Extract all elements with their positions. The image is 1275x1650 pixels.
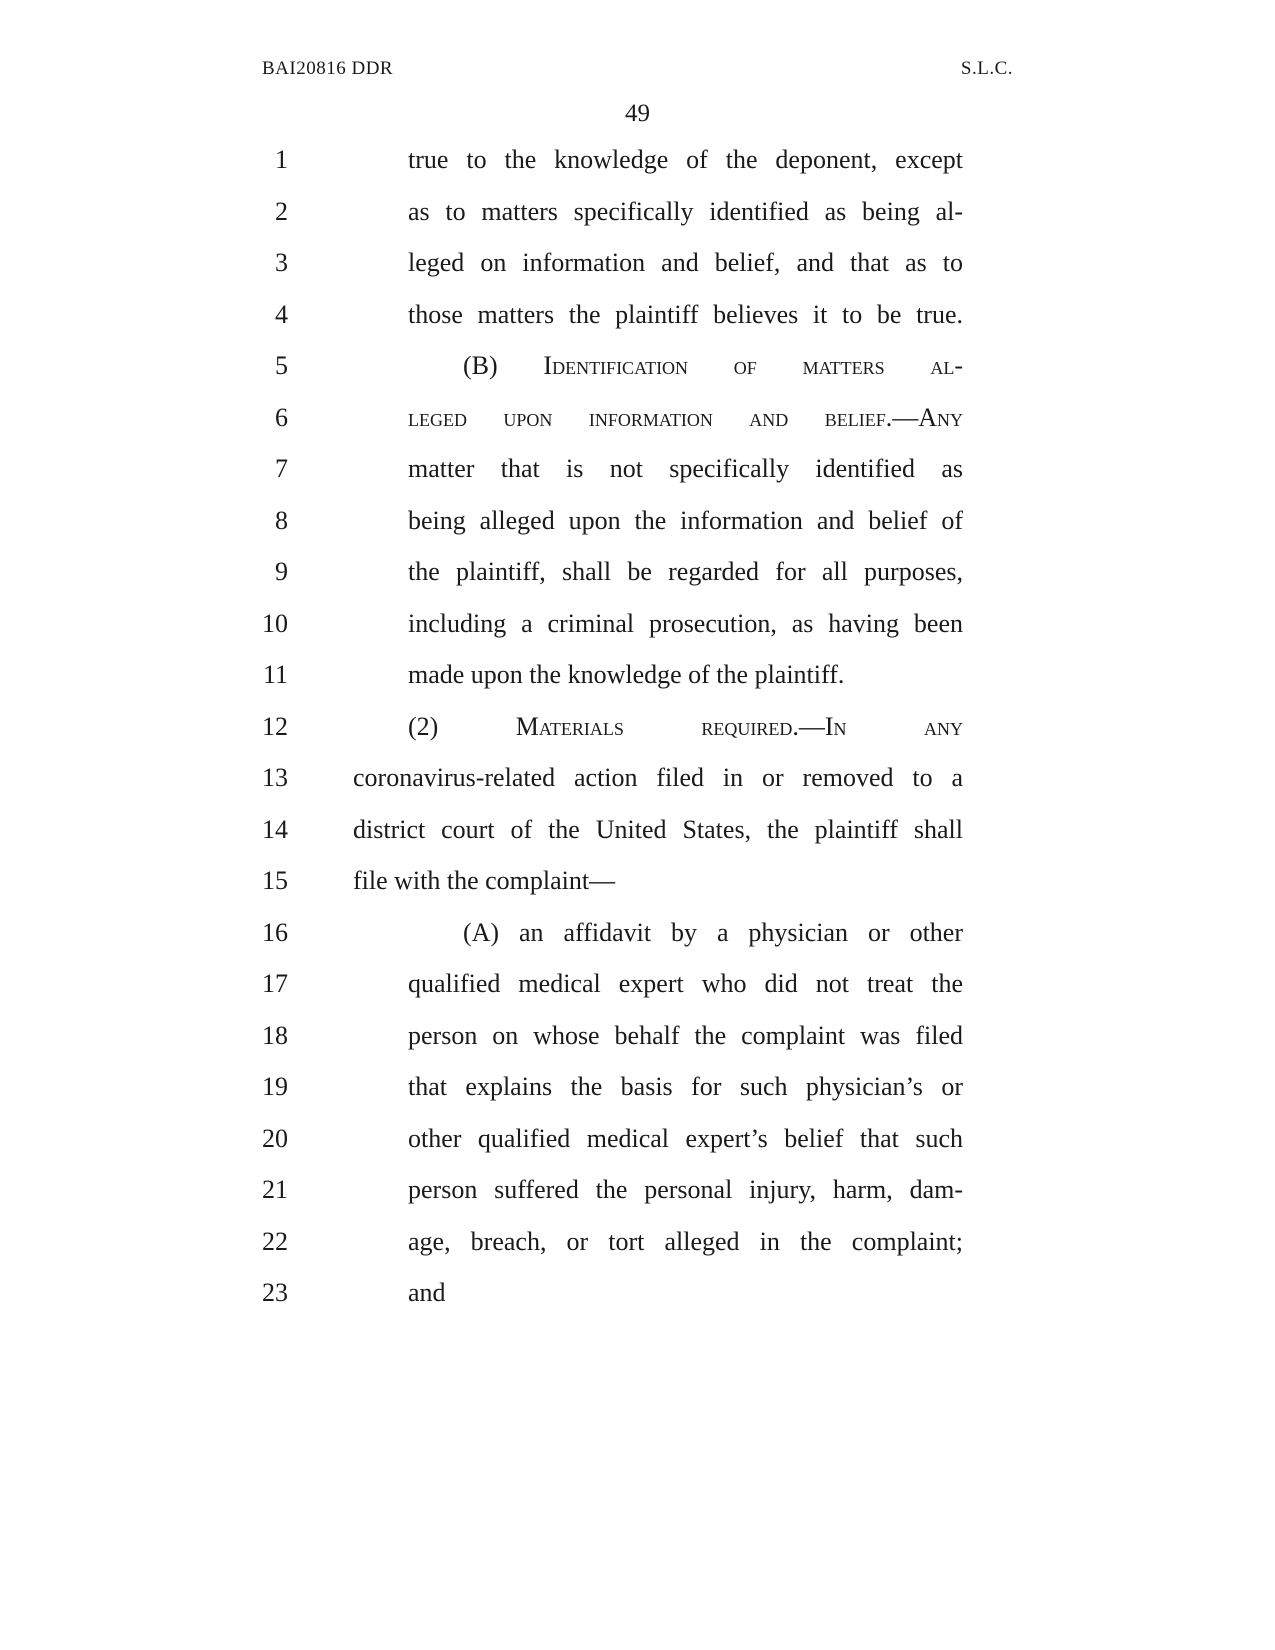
line-text: district court of the United States, the plaintiff shall bbox=[353, 814, 963, 844]
text-line bbox=[0, 243, 1275, 283]
line-text: (A) an affidavit by a physician or other bbox=[463, 917, 963, 947]
line-number: 14 bbox=[262, 814, 288, 844]
line-number: 19 bbox=[262, 1072, 288, 1101]
text-line bbox=[0, 655, 1275, 695]
line-text: matter that is not specifically identified as bbox=[408, 454, 963, 483]
text-line bbox=[0, 140, 1275, 180]
text-line bbox=[0, 707, 1275, 747]
line-number: 5 bbox=[275, 351, 288, 380]
line-text: file with the complaint— bbox=[353, 866, 616, 895]
line-text: that explains the basis for such physician’s or bbox=[408, 1072, 963, 1101]
page-number: 49 bbox=[625, 100, 650, 127]
text-line bbox=[0, 192, 1275, 232]
line-number: 20 bbox=[262, 1123, 288, 1153]
text-line bbox=[0, 1170, 1275, 1210]
line-text: true to the knowledge of the deponent, except bbox=[408, 145, 963, 174]
line-text: person on whose behalf the complaint was filed bbox=[408, 1020, 963, 1050]
text-line bbox=[0, 1222, 1275, 1262]
line-number: 23 bbox=[262, 1278, 288, 1307]
line-number: 17 bbox=[262, 969, 288, 998]
line-text: leged upon information and belief.—Any bbox=[408, 402, 963, 432]
text-line bbox=[0, 295, 1275, 335]
text-line bbox=[0, 913, 1275, 953]
line-number: 4 bbox=[275, 299, 288, 329]
line-number: 9 bbox=[275, 557, 288, 586]
line-number: 3 bbox=[275, 248, 288, 277]
line-number: 1 bbox=[275, 145, 288, 174]
line-number: 2 bbox=[275, 196, 288, 226]
line-text: (2) Materials required.—In any bbox=[408, 711, 963, 741]
line-text: and bbox=[408, 1278, 446, 1307]
line-text: including a criminal prosecution, as having been bbox=[408, 608, 963, 638]
line-text: those matters the plaintiff believes it to be true. bbox=[408, 299, 963, 329]
line-text: leged on information and belief, and that as to bbox=[408, 248, 963, 277]
line-text: the plaintiff, shall be regarded for all purposes, bbox=[408, 557, 963, 586]
text-line bbox=[0, 552, 1275, 592]
line-number: 22 bbox=[262, 1226, 288, 1256]
text-line bbox=[0, 501, 1275, 541]
text-line bbox=[0, 1016, 1275, 1056]
text-line bbox=[0, 964, 1275, 1004]
line-number: 12 bbox=[262, 711, 288, 741]
line-text: person suffered the personal injury, harm, dam- bbox=[408, 1175, 963, 1204]
text-line bbox=[0, 810, 1275, 850]
text-line bbox=[0, 449, 1275, 489]
text-line bbox=[0, 758, 1275, 798]
text-line bbox=[0, 1273, 1275, 1313]
header-office: S.L.C. bbox=[960, 58, 1013, 79]
line-number: 21 bbox=[262, 1175, 288, 1204]
line-number: 18 bbox=[262, 1020, 288, 1050]
text-line bbox=[0, 604, 1275, 644]
line-number: 10 bbox=[262, 608, 288, 638]
text-line bbox=[0, 1119, 1275, 1159]
text-line bbox=[0, 398, 1275, 438]
text-line bbox=[0, 1067, 1275, 1107]
line-text: made upon the knowledge of the plaintiff. bbox=[408, 660, 845, 689]
header-doc-id: BAI20816 DDR bbox=[262, 58, 394, 79]
line-text: being alleged upon the information and belief of bbox=[408, 505, 963, 535]
line-number: 15 bbox=[262, 866, 288, 895]
line-text: as to matters specifically identified as being al- bbox=[408, 196, 963, 226]
line-text: qualified medical expert who did not treat the bbox=[408, 969, 963, 998]
line-text: other qualified medical expert’s belief that such bbox=[408, 1123, 963, 1153]
line-text: age, breach, or tort alleged in the complaint; bbox=[408, 1226, 963, 1256]
text-line bbox=[0, 861, 1275, 901]
line-number: 8 bbox=[275, 505, 288, 535]
text-line bbox=[0, 346, 1275, 386]
line-text: (B) Identification of matters al- bbox=[463, 351, 963, 380]
line-text: coronavirus-related action filed in or removed to a bbox=[353, 763, 963, 792]
line-number: 16 bbox=[262, 917, 288, 947]
line-number: 11 bbox=[262, 660, 288, 689]
line-number: 13 bbox=[262, 763, 288, 792]
line-number: 7 bbox=[275, 454, 288, 483]
line-number: 6 bbox=[275, 402, 288, 432]
